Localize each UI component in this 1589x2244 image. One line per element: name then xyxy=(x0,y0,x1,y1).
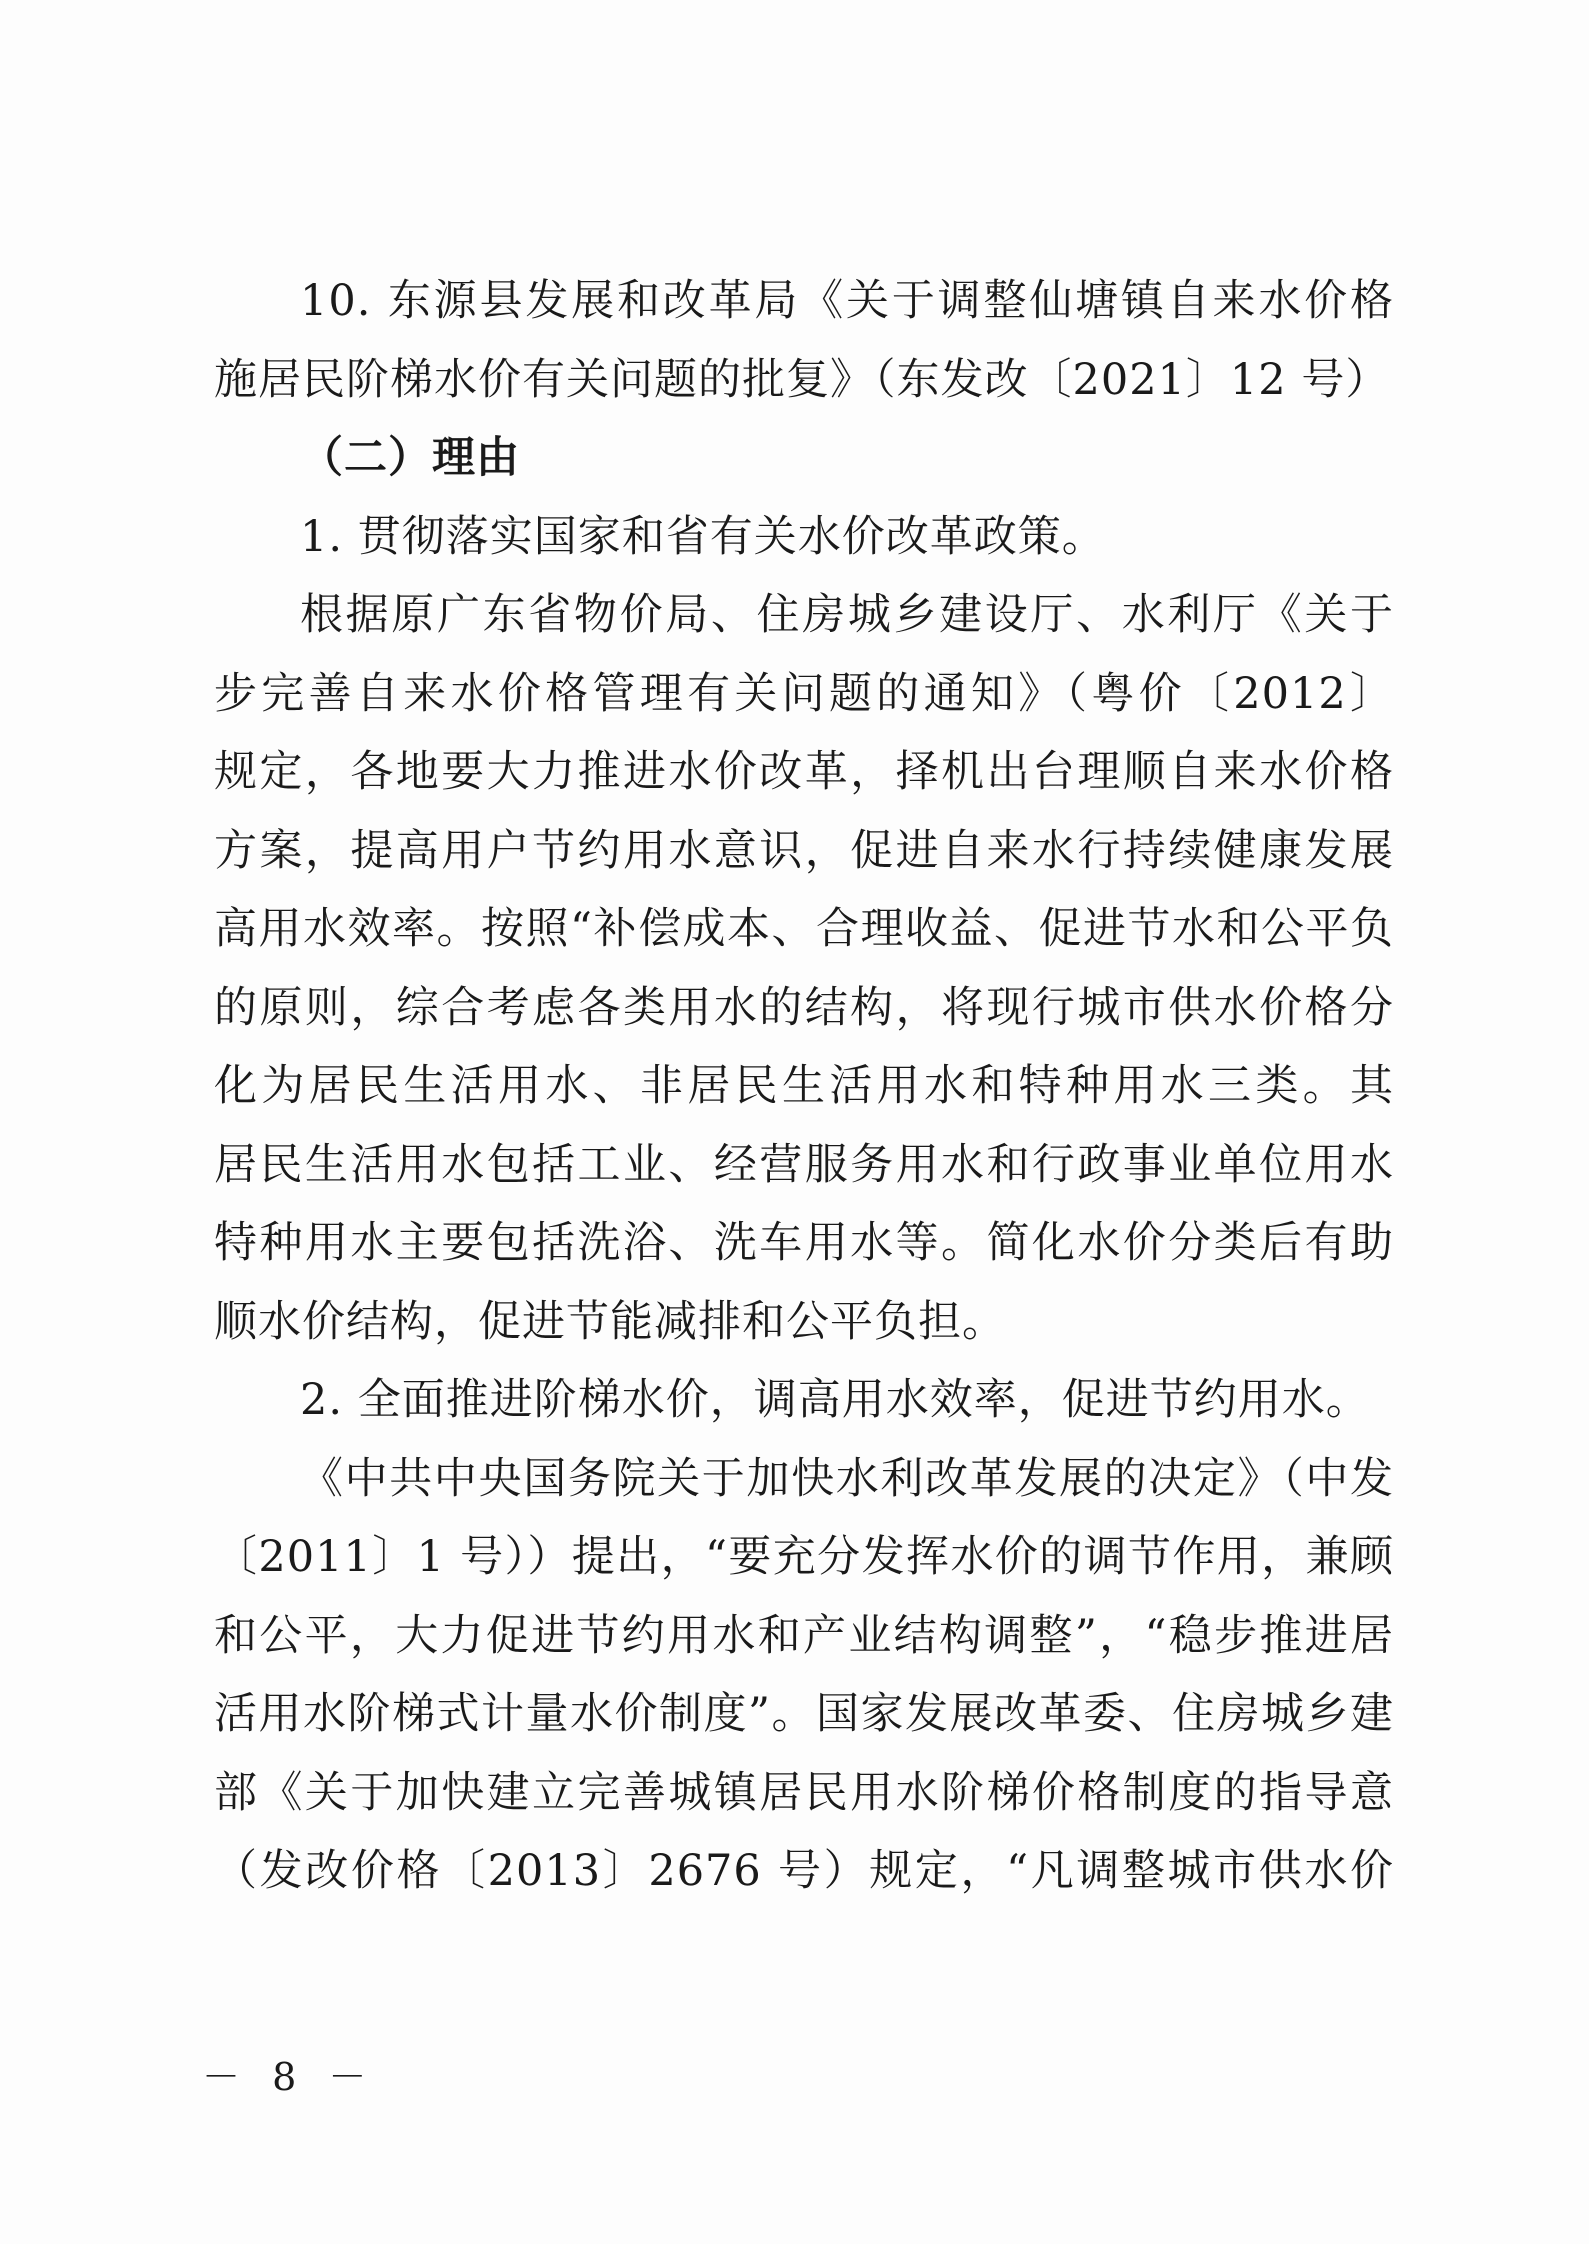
text-line: 特种用水主要包括洗浴、洗车用水等。简化水价分类后有助 xyxy=(214,1218,1394,1268)
text-line: 施居民阶梯水价有关问题的批复》（东发改〔2021〕12 号） xyxy=(214,354,1390,405)
text-line: 部《关于加快建立完善城镇居民用水阶梯价格制度的指导意 xyxy=(214,1767,1394,1818)
text-line: 1. 贯彻落实国家和省有关水价改革政策。 xyxy=(300,511,1106,562)
text-line: 根据原广东省物价局、住房城乡建设厅、水利厅《关于 xyxy=(300,590,1394,640)
page-number: － 8 － xyxy=(202,2055,377,2099)
text-line: 10. 东源县发展和改革局《关于调整仙塘镇自来水价格 xyxy=(300,276,1394,326)
text-line: 居民生活用水包括工业、经营服务用水和行政事业单位用水 xyxy=(214,1139,1394,1190)
text-line: 方案，提高用户节约用水意识，促进自来水行持续健康发展 xyxy=(214,825,1394,876)
text-line: （发改价格〔2013〕2676 号）规定，“凡调整城市供水价 xyxy=(214,1846,1394,1896)
text-line: 2. 全面推进阶梯水价，调高用水效率，促进节约用水。 xyxy=(300,1375,1370,1425)
text-line: 《中共中央国务院关于加快水利改革发展的决定》（中发 xyxy=(300,1453,1394,1504)
text-line: 活用水阶梯式计量水价制度”。国家发展改革委、住房城乡建 xyxy=(214,1689,1394,1739)
text-line: 化为居民生活用水、非居民生活用水和特种用水三类。其 xyxy=(214,1061,1394,1111)
document-body xyxy=(214,262,1394,1911)
text-line: 的原则，综合考虑各类用水的结构，将现行城市供水价格分 xyxy=(214,982,1394,1033)
text-line: 高用水效率。按照“补偿成本、合理收益、促进节水和公平负 xyxy=(214,904,1394,954)
text-line: 步完善自来水价格管理有关问题的通知》（粤价〔2012〕 xyxy=(214,668,1394,719)
text-line: 〔2011〕1 号））提出，“要充分发挥水价的调节作用，兼顾 xyxy=(214,1532,1394,1582)
text-line: 规定，各地要大力推进水价改革，择机出台理顺自来水价格 xyxy=(214,747,1394,797)
text-line: 和公平，大力促进节约用水和产业结构调整”，“稳步推进居 xyxy=(214,1610,1394,1661)
section-heading: （二）理由 xyxy=(300,433,520,483)
text-line: 顺水价结构，促进节能减排和公平负担。 xyxy=(214,1296,1006,1347)
